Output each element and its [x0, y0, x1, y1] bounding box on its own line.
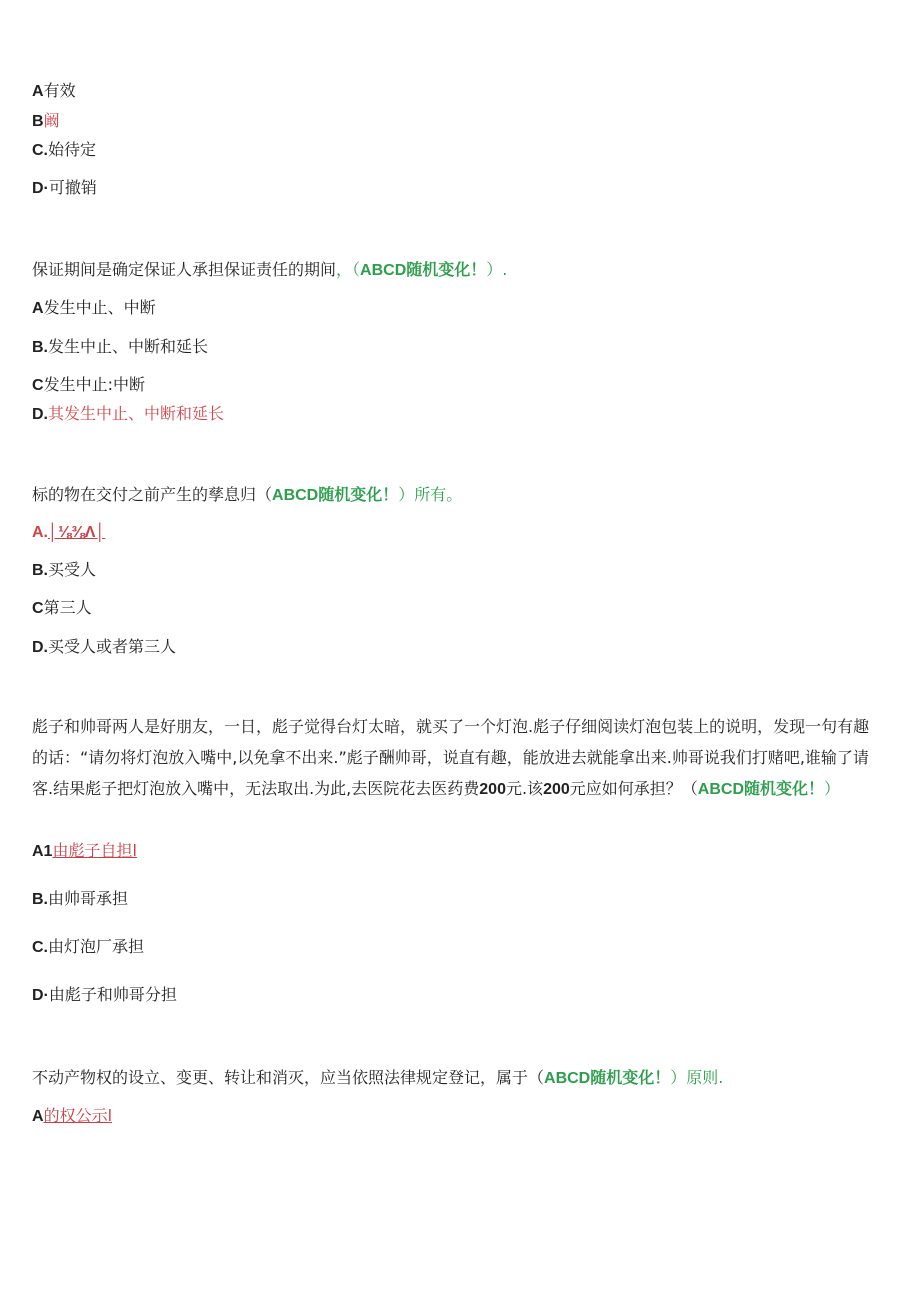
option-c: C发生中止:中断 [32, 375, 145, 394]
answer-hint: ABCD随机变化！ [544, 1070, 671, 1087]
option-d: D.其发生中止、中断和延长 [32, 404, 225, 423]
option-c [32, 139, 96, 162]
question-stem: 标的物在交付之前产生的孳息归（ABCD随机变化！）所有。 [32, 485, 463, 504]
option-text: 始待定 [48, 140, 97, 159]
option-a: A发生中止、中断 [32, 298, 156, 317]
option-b: B.由帅哥承担 [32, 889, 129, 908]
answer-hint: ABCD随机变化！ [697, 781, 825, 798]
option-label: A [32, 83, 44, 100]
option-a: A.│⅛⅜Λ│ [32, 524, 106, 541]
option-c: C.由灯泡厂承担 [32, 937, 145, 956]
option-d: D.买受人或者第三人 [32, 637, 177, 656]
option-d [32, 177, 97, 200]
question-stem: 不动产物权的设立、变更、转让和消灭，应当依照法律规定登记，属于（ABCD随机变化！）原则. [32, 1068, 724, 1087]
option-d: D·由彪子和帅哥分担 [32, 985, 177, 1004]
answer-hint: ABCD随机变化！ [360, 262, 487, 279]
option-a [32, 80, 76, 103]
option-b: B.买受人 [32, 560, 97, 579]
option-label: D· [32, 180, 49, 197]
option-a: A1由彪子自担l [32, 841, 137, 860]
option-c: C第三人 [32, 598, 92, 617]
option-b: B.发生中止、中断和延长 [32, 337, 209, 356]
option-text: 可撤销 [48, 178, 97, 197]
option-label: C. [32, 142, 48, 159]
option-b [32, 110, 60, 133]
option-label: B [32, 113, 44, 130]
question-stem: 保证期间是确定保证人承担保证责任的期间，（ABCD随机变化！）. [32, 260, 508, 279]
question-stem: 彪子和帅哥两人是好朋友，一日，彪子觉得台灯太暗，就买了一个灯泡.彪子仔细阅读灯泡包装上的说明，发现一句有趣的话：“请勿将灯泡放入嘴中,以免拿不出来.”彪子酬帅哥，说直有趣，能放进去就能拿出来.帅哥说我们打赌吧,谁输了请客.结果彪子把灯泡放入嘴中，无法取出.为此,去医院花去医药费200元.该200元应如何承担？（ABCD随机变化！） [32, 717, 870, 798]
option-text: 阚 [43, 111, 60, 130]
option-a: A的权公示l [32, 1106, 113, 1125]
option-text: 有效 [43, 81, 76, 100]
answer-hint: ABCD随机变化！ [272, 487, 399, 504]
